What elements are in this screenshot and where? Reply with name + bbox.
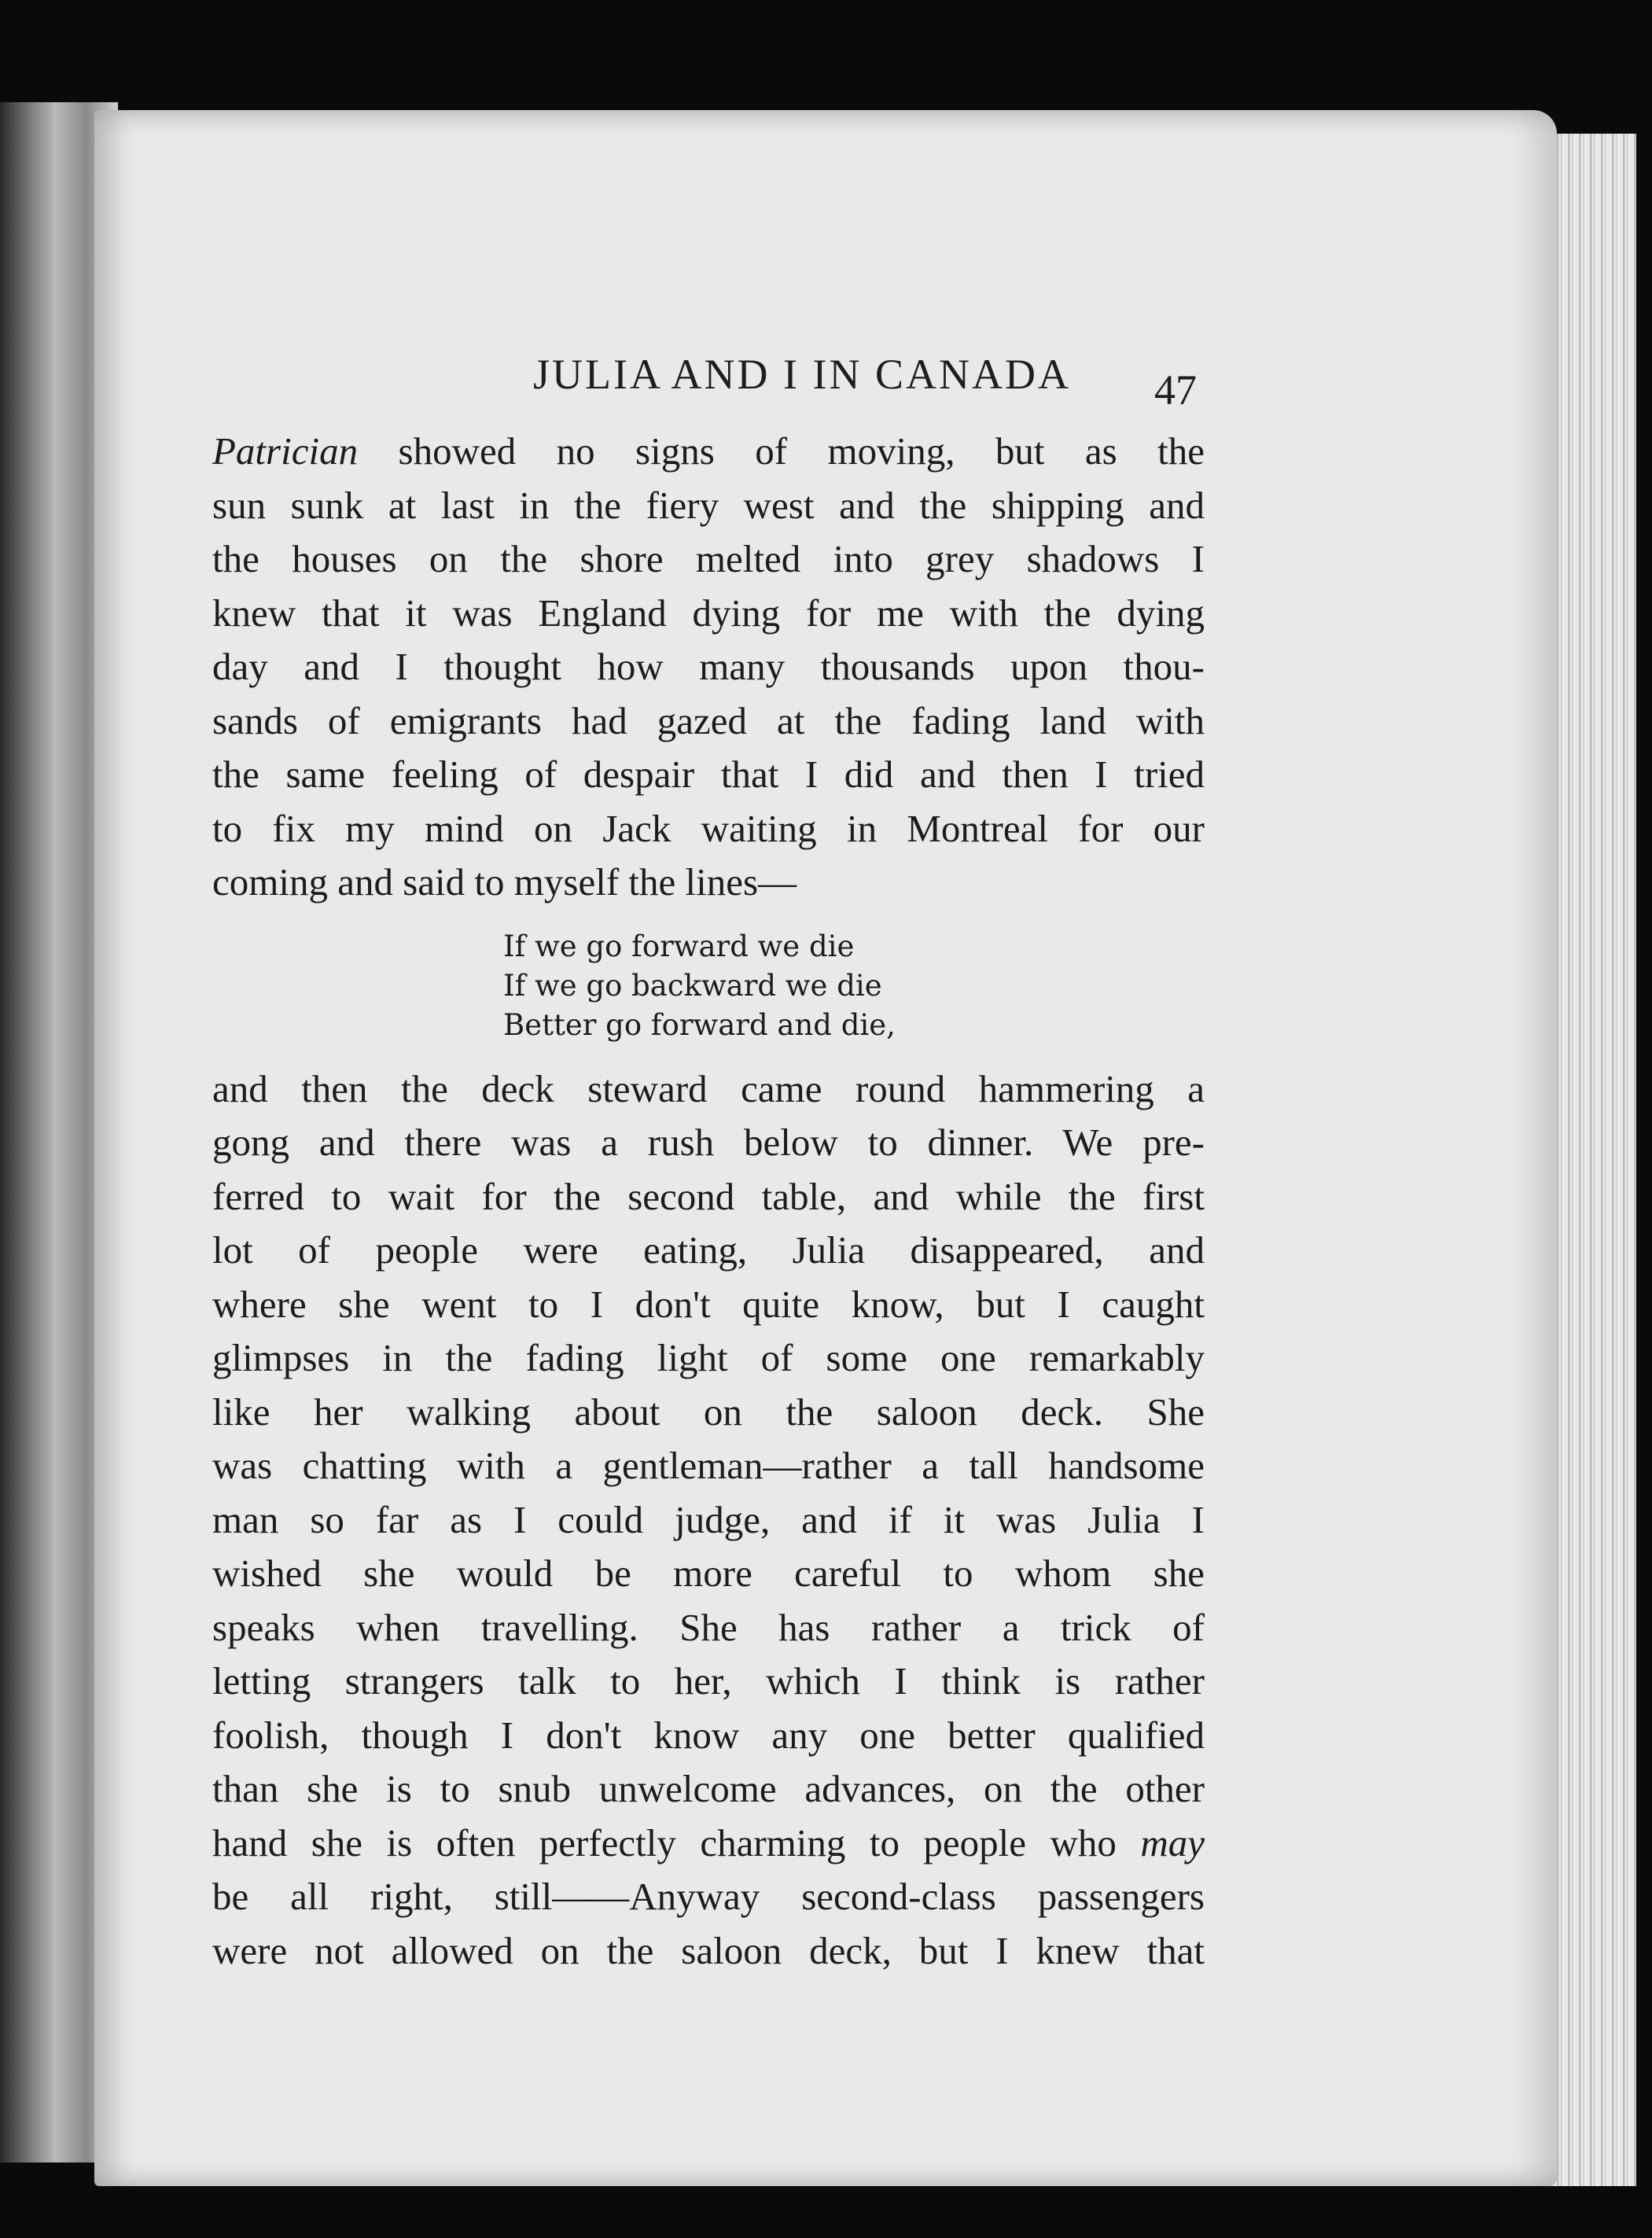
text-line: the same feeling of despair that I did and then I tried — [212, 753, 1205, 796]
verse-line: If we go forward we die — [503, 929, 855, 963]
text-line: like her walking about on the saloon deck. She — [212, 1390, 1205, 1434]
running-title: JULIA AND I IN CANADA — [533, 351, 1071, 398]
text-line: foolish, though I don't know any one better qualified — [212, 1713, 1205, 1757]
text-line: lot of people were eating, Julia disappeared, and — [212, 1228, 1205, 1272]
text-line: ferred to wait for the second table, and while the first — [212, 1174, 1205, 1218]
text-line: gong and there was a rush below to dinner. We pre- — [212, 1121, 1205, 1164]
text-line: sands of emigrants had gazed at the fading land with — [212, 698, 1205, 742]
text-line: day and I thought how many thousands upon thou- — [212, 645, 1205, 688]
text-fragment: hand she is often perfectly charming to people who — [212, 1820, 1141, 1864]
text-line: were not allowed on the saloon deck, but I knew that — [212, 1928, 1205, 1972]
text-line: the houses on the shore melted into grey shadows I — [212, 537, 1205, 580]
text-line: where she went to I don't quite know, but I caught — [212, 1282, 1205, 1326]
text-line: man so far as I could judge, and if it was Julia I — [212, 1497, 1205, 1541]
page-number: 47 — [1154, 366, 1197, 414]
text-line: wished she would be more careful to whom she — [212, 1552, 1205, 1595]
text-line: glimpses in the fading light of some one remarkably — [212, 1336, 1205, 1379]
text-line: letting strangers talk to her, which I think is rather — [212, 1659, 1205, 1702]
verse-line: Better go forward and die, — [503, 1007, 896, 1042]
text-line: be all right, still——Anyway second-class passengers — [212, 1875, 1205, 1918]
text-fragment: showed no signs of moving, but as the — [358, 429, 1205, 473]
text-line — [212, 425, 1205, 479]
text-line: than she is to snub unwelcome advances, on the other — [212, 1767, 1205, 1810]
ship-name: Patrician — [212, 429, 359, 473]
verse-block — [503, 927, 1205, 1045]
text-line: coming and said to myself the lines— — [212, 860, 797, 904]
book-page — [94, 110, 1557, 2186]
text-line: was chatting with a gentleman—rather a tall handsome — [212, 1444, 1205, 1487]
text-line: knew that it was England dying for me with the dying — [212, 591, 1205, 635]
text-line: sun sunk at last in the fiery west and the shipping and — [212, 483, 1205, 527]
text-line: to fix my mind on Jack waiting in Montreal for our — [212, 806, 1205, 850]
text-line — [212, 1817, 1205, 1871]
text-line: and then the deck steward came round hammering a — [212, 1066, 1205, 1110]
emphasized-word: may — [1140, 1820, 1205, 1864]
text-line: speaks when travelling. She has rather a trick of — [212, 1605, 1205, 1649]
page-body — [212, 425, 1205, 1978]
verse-line: If we go backward we die — [503, 968, 882, 1003]
